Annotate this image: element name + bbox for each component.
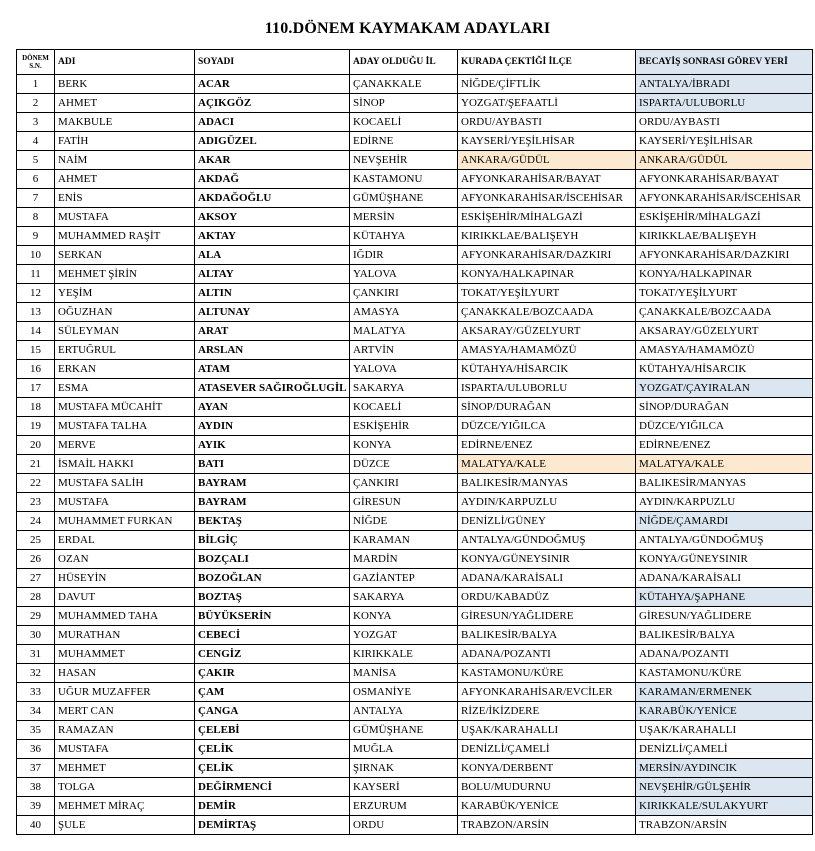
- table-row: [17, 778, 813, 797]
- cell-soyadi: ACAR: [195, 75, 350, 94]
- cell-ilce: EDİRNE/ENEZ: [458, 436, 636, 455]
- cell-il: NEVŞEHİR: [350, 151, 458, 170]
- cell-gorev: ISPARTA/ULUBORLU: [636, 94, 813, 113]
- cell-soyadi: BEKTAŞ: [195, 512, 350, 531]
- cell-gorev: SİNOP/DURAĞAN: [636, 398, 813, 417]
- cell-il: EDİRNE: [350, 132, 458, 151]
- cell-ilce: ÇANAKKALE/BOZCAADA: [458, 303, 636, 322]
- table-row: [17, 474, 813, 493]
- header-ilce: KURADA ÇEKTİĞİ İLÇE: [458, 50, 636, 75]
- cell-adi: RAMAZAN: [55, 721, 195, 740]
- cell-sn: 33: [17, 683, 55, 702]
- cell-adi: OZAN: [55, 550, 195, 569]
- table-row: [17, 588, 813, 607]
- cell-gorev: AKSARAY/GÜZELYURT: [636, 322, 813, 341]
- cell-gorev: DÜZCE/YIĞILCA: [636, 417, 813, 436]
- cell-gorev: NEVŞEHİR/GÜLŞEHİR: [636, 778, 813, 797]
- cell-soyadi: ALTIN: [195, 284, 350, 303]
- cell-ilce: ANTALYA/GÜNDOĞMUŞ: [458, 531, 636, 550]
- cell-ilce: BOLU/MUDURNU: [458, 778, 636, 797]
- cell-adi: MERVE: [55, 436, 195, 455]
- cell-ilce: KAYSERİ/YEŞİLHİSAR: [458, 132, 636, 151]
- cell-soyadi: CEBECİ: [195, 626, 350, 645]
- table-row: [17, 759, 813, 778]
- cell-il: KIRIKKALE: [350, 645, 458, 664]
- header-gorev: BECAYİŞ SONRASI GÖREV YERİ: [636, 50, 813, 75]
- cell-ilce: KONYA/GÜNEYSINIR: [458, 550, 636, 569]
- table-row: [17, 151, 813, 170]
- cell-il: MALATYA: [350, 322, 458, 341]
- table-row: [17, 189, 813, 208]
- cell-sn: 28: [17, 588, 55, 607]
- table-row: [17, 664, 813, 683]
- cell-gorev: TRABZON/ARSİN: [636, 816, 813, 835]
- cell-sn: 18: [17, 398, 55, 417]
- table-row: [17, 398, 813, 417]
- cell-soyadi: ÇAKIR: [195, 664, 350, 683]
- cell-il: KARAMAN: [350, 531, 458, 550]
- cell-ilce: DENİZLİ/GÜNEY: [458, 512, 636, 531]
- cell-il: NİĞDE: [350, 512, 458, 531]
- table-row: [17, 265, 813, 284]
- cell-gorev: KAYSERİ/YEŞİLHİSAR: [636, 132, 813, 151]
- cell-il: YALOVA: [350, 265, 458, 284]
- cell-gorev: BALIKESİR/MANYAS: [636, 474, 813, 493]
- cell-adi: MUSTAFA SALİH: [55, 474, 195, 493]
- cell-il: GAZİANTEP: [350, 569, 458, 588]
- header-sn: [17, 50, 55, 75]
- cell-adi: YEŞİM: [55, 284, 195, 303]
- table-row: [17, 246, 813, 265]
- cell-il: ORDU: [350, 816, 458, 835]
- table-row: [17, 797, 813, 816]
- cell-gorev: ANKARA/GÜDÜL: [636, 151, 813, 170]
- cell-soyadi: AKSOY: [195, 208, 350, 227]
- header-sn-line1: DÖNEM: [22, 54, 49, 62]
- cell-gorev: KONYA/HALKAPINAR: [636, 265, 813, 284]
- cell-soyadi: AÇIKGÖZ: [195, 94, 350, 113]
- cell-adi: ERTUĞRUL: [55, 341, 195, 360]
- cell-adi: HASAN: [55, 664, 195, 683]
- cell-sn: 8: [17, 208, 55, 227]
- cell-il: MERSİN: [350, 208, 458, 227]
- cell-gorev: ANTALYA/GÜNDOĞMUŞ: [636, 531, 813, 550]
- table-row: [17, 284, 813, 303]
- cell-soyadi: BATI: [195, 455, 350, 474]
- table-row: [17, 455, 813, 474]
- cell-il: MUĞLA: [350, 740, 458, 759]
- cell-ilce: BALIKESİR/BALYA: [458, 626, 636, 645]
- table-row: [17, 531, 813, 550]
- cell-ilce: KIRIKKLAE/BALIŞEYH: [458, 227, 636, 246]
- cell-sn: 35: [17, 721, 55, 740]
- cell-soyadi: AKDAĞOĞLU: [195, 189, 350, 208]
- cell-sn: 10: [17, 246, 55, 265]
- cell-sn: 17: [17, 379, 55, 398]
- cell-sn: 3: [17, 113, 55, 132]
- cell-soyadi: ÇANGA: [195, 702, 350, 721]
- cell-ilce: ORDU/KABADÜZ: [458, 588, 636, 607]
- table-row: [17, 512, 813, 531]
- cell-sn: 20: [17, 436, 55, 455]
- cell-gorev: KIRIKKALE/SULAKYURT: [636, 797, 813, 816]
- cell-ilce: KARABÜK/YENİCE: [458, 797, 636, 816]
- cell-soyadi: ADACI: [195, 113, 350, 132]
- header-sn-line2: S.N.: [29, 62, 42, 70]
- cell-adi: MUSTAFA TALHA: [55, 417, 195, 436]
- candidates-table: [16, 49, 813, 835]
- header-adi: ADI: [55, 50, 195, 75]
- table-row: [17, 607, 813, 626]
- cell-ilce: TOKAT/YEŞİLYURT: [458, 284, 636, 303]
- table-row: [17, 322, 813, 341]
- table-row: [17, 740, 813, 759]
- cell-adi: MUHAMMET: [55, 645, 195, 664]
- cell-adi: AHMET: [55, 94, 195, 113]
- cell-ilce: KÜTAHYA/HİSARCIK: [458, 360, 636, 379]
- cell-ilce: YOZGAT/ŞEFAATLİ: [458, 94, 636, 113]
- cell-adi: ENİS: [55, 189, 195, 208]
- cell-sn: 7: [17, 189, 55, 208]
- cell-ilce: KASTAMONU/KÜRE: [458, 664, 636, 683]
- cell-il: ŞIRNAK: [350, 759, 458, 778]
- header-il: ADAY OLDUĞU İL: [350, 50, 458, 75]
- cell-soyadi: ÇELİK: [195, 759, 350, 778]
- cell-sn: 5: [17, 151, 55, 170]
- cell-adi: İSMAİL HAKKI: [55, 455, 195, 474]
- cell-gorev: ÇANAKKALE/BOZCAADA: [636, 303, 813, 322]
- cell-adi: ŞULE: [55, 816, 195, 835]
- cell-il: ÇANKIRI: [350, 284, 458, 303]
- table-row: [17, 645, 813, 664]
- cell-il: ERZURUM: [350, 797, 458, 816]
- table-row: [17, 170, 813, 189]
- cell-ilce: ESKİŞEHİR/MİHALGAZİ: [458, 208, 636, 227]
- cell-ilce: RİZE/İKİZDERE: [458, 702, 636, 721]
- cell-sn: 23: [17, 493, 55, 512]
- cell-gorev: GİRESUN/YAĞLIDERE: [636, 607, 813, 626]
- cell-ilce: ISPARTA/ULUBORLU: [458, 379, 636, 398]
- cell-adi: MUHAMMED RAŞİT: [55, 227, 195, 246]
- cell-sn: 22: [17, 474, 55, 493]
- cell-adi: MEHMET MİRAÇ: [55, 797, 195, 816]
- cell-ilce: AFYONKARAHİSAR/İSCEHİSAR: [458, 189, 636, 208]
- cell-gorev: BALIKESİR/BALYA: [636, 626, 813, 645]
- cell-il: KONYA: [350, 436, 458, 455]
- cell-adi: SÜLEYMAN: [55, 322, 195, 341]
- cell-sn: 27: [17, 569, 55, 588]
- cell-ilce: KONYA/DERBENT: [458, 759, 636, 778]
- cell-il: SAKARYA: [350, 588, 458, 607]
- cell-soyadi: AKDAĞ: [195, 170, 350, 189]
- cell-soyadi: ADIGÜZEL: [195, 132, 350, 151]
- table-row: [17, 493, 813, 512]
- cell-il: GÜMÜŞHANE: [350, 721, 458, 740]
- cell-soyadi: AKAR: [195, 151, 350, 170]
- cell-il: ÇANKIRI: [350, 474, 458, 493]
- cell-sn: 14: [17, 322, 55, 341]
- cell-il: ARTVİN: [350, 341, 458, 360]
- cell-sn: 26: [17, 550, 55, 569]
- cell-soyadi: ATASEVER SAĞIROĞLUGİL: [195, 379, 350, 398]
- cell-il: DÜZCE: [350, 455, 458, 474]
- cell-sn: 16: [17, 360, 55, 379]
- cell-ilce: NİĞDE/ÇİFTLİK: [458, 75, 636, 94]
- table-row: [17, 816, 813, 835]
- cell-soyadi: AYDIN: [195, 417, 350, 436]
- cell-sn: 4: [17, 132, 55, 151]
- cell-gorev: KASTAMONU/KÜRE: [636, 664, 813, 683]
- table-row: [17, 94, 813, 113]
- cell-ilce: ADANA/KARAİSALI: [458, 569, 636, 588]
- cell-ilce: DÜZCE/YIĞILCA: [458, 417, 636, 436]
- cell-soyadi: ÇAM: [195, 683, 350, 702]
- cell-sn: 31: [17, 645, 55, 664]
- cell-soyadi: AYIK: [195, 436, 350, 455]
- cell-adi: AHMET: [55, 170, 195, 189]
- cell-adi: FATİH: [55, 132, 195, 151]
- cell-sn: 25: [17, 531, 55, 550]
- cell-adi: MAKBULE: [55, 113, 195, 132]
- cell-il: KAYSERİ: [350, 778, 458, 797]
- cell-adi: MEHMET: [55, 759, 195, 778]
- cell-il: GÜMÜŞHANE: [350, 189, 458, 208]
- cell-adi: TOLGA: [55, 778, 195, 797]
- cell-sn: 12: [17, 284, 55, 303]
- cell-sn: 34: [17, 702, 55, 721]
- table-row: [17, 208, 813, 227]
- cell-gorev: KARABÜK/YENİCE: [636, 702, 813, 721]
- cell-il: YOZGAT: [350, 626, 458, 645]
- table-header-row: [17, 50, 813, 75]
- cell-sn: 21: [17, 455, 55, 474]
- cell-ilce: GİRESUN/YAĞLIDERE: [458, 607, 636, 626]
- cell-gorev: AYDIN/KARPUZLU: [636, 493, 813, 512]
- table-row: [17, 702, 813, 721]
- cell-soyadi: BOZOĞLAN: [195, 569, 350, 588]
- cell-adi: ERKAN: [55, 360, 195, 379]
- cell-adi: BERK: [55, 75, 195, 94]
- table-row: [17, 227, 813, 246]
- cell-gorev: AFYONKARAHİSAR/DAZKIRI: [636, 246, 813, 265]
- cell-gorev: MERSİN/AYDINCIK: [636, 759, 813, 778]
- cell-ilce: AMASYA/HAMAMÖZÜ: [458, 341, 636, 360]
- cell-gorev: NİĞDE/ÇAMARDI: [636, 512, 813, 531]
- cell-soyadi: ATAM: [195, 360, 350, 379]
- cell-sn: 40: [17, 816, 55, 835]
- cell-soyadi: BOZTAŞ: [195, 588, 350, 607]
- cell-sn: 39: [17, 797, 55, 816]
- page-title: 110.DÖNEM KAYMAKAM ADAYLARI: [264, 20, 551, 37]
- cell-il: KOCAELİ: [350, 398, 458, 417]
- cell-sn: 36: [17, 740, 55, 759]
- cell-sn: 37: [17, 759, 55, 778]
- cell-il: SAKARYA: [350, 379, 458, 398]
- table-row: [17, 379, 813, 398]
- cell-adi: MERT CAN: [55, 702, 195, 721]
- cell-adi: MUSTAFA MÜCAHİT: [55, 398, 195, 417]
- cell-adi: DAVUT: [55, 588, 195, 607]
- cell-ilce: KONYA/HALKAPINAR: [458, 265, 636, 284]
- cell-sn: 19: [17, 417, 55, 436]
- cell-il: KÜTAHYA: [350, 227, 458, 246]
- cell-adi: UĞUR MUZAFFER: [55, 683, 195, 702]
- cell-soyadi: BAYRAM: [195, 493, 350, 512]
- table-row: [17, 132, 813, 151]
- cell-ilce: MALATYA/KALE: [458, 455, 636, 474]
- cell-soyadi: DEMİRTAŞ: [195, 816, 350, 835]
- cell-adi: MURATHAN: [55, 626, 195, 645]
- cell-ilce: ORDU/AYBASTI: [458, 113, 636, 132]
- cell-sn: 2: [17, 94, 55, 113]
- cell-il: IĞDIR: [350, 246, 458, 265]
- cell-adi: ESMA: [55, 379, 195, 398]
- cell-soyadi: DEĞİRMENCİ: [195, 778, 350, 797]
- cell-gorev: KONYA/GÜNEYSINIR: [636, 550, 813, 569]
- table-row: [17, 113, 813, 132]
- cell-gorev: YOZGAT/ÇAYIRALAN: [636, 379, 813, 398]
- cell-il: SİNOP: [350, 94, 458, 113]
- cell-ilce: AKSARAY/GÜZELYURT: [458, 322, 636, 341]
- cell-gorev: AFYONKARAHİSAR/İSCEHİSAR: [636, 189, 813, 208]
- cell-il: AMASYA: [350, 303, 458, 322]
- cell-gorev: ORDU/AYBASTI: [636, 113, 813, 132]
- table-row: [17, 721, 813, 740]
- header-soyadi: SOYADI: [195, 50, 350, 75]
- cell-adi: MEHMET ŞİRİN: [55, 265, 195, 284]
- cell-ilce: ANKARA/GÜDÜL: [458, 151, 636, 170]
- cell-soyadi: ARSLAN: [195, 341, 350, 360]
- cell-adi: ERDAL: [55, 531, 195, 550]
- cell-adi: OĞUZHAN: [55, 303, 195, 322]
- cell-soyadi: ALTUNAY: [195, 303, 350, 322]
- table-row: [17, 436, 813, 455]
- cell-sn: 29: [17, 607, 55, 626]
- cell-il: KOCAELİ: [350, 113, 458, 132]
- cell-ilce: AFYONKARAHİSAR/BAYAT: [458, 170, 636, 189]
- cell-soyadi: ÇELEBİ: [195, 721, 350, 740]
- table-row: [17, 569, 813, 588]
- cell-soyadi: AKTAY: [195, 227, 350, 246]
- cell-soyadi: BAYRAM: [195, 474, 350, 493]
- cell-sn: 38: [17, 778, 55, 797]
- cell-il: MANİSA: [350, 664, 458, 683]
- table-row: [17, 683, 813, 702]
- cell-soyadi: ALTAY: [195, 265, 350, 284]
- table-row: [17, 341, 813, 360]
- table-row: [17, 360, 813, 379]
- cell-sn: 1: [17, 75, 55, 94]
- table-row: [17, 303, 813, 322]
- table-row: [17, 417, 813, 436]
- cell-sn: 9: [17, 227, 55, 246]
- cell-il: KONYA: [350, 607, 458, 626]
- cell-il: ANTALYA: [350, 702, 458, 721]
- cell-sn: 11: [17, 265, 55, 284]
- cell-sn: 15: [17, 341, 55, 360]
- cell-il: OSMANİYE: [350, 683, 458, 702]
- table-row: [17, 75, 813, 94]
- cell-soyadi: AYAN: [195, 398, 350, 417]
- cell-sn: 32: [17, 664, 55, 683]
- cell-gorev: ESKİŞEHİR/MİHALGAZİ: [636, 208, 813, 227]
- cell-adi: HÜSEYİN: [55, 569, 195, 588]
- cell-adi: MUHAMMED TAHA: [55, 607, 195, 626]
- cell-il: ÇANAKKALE: [350, 75, 458, 94]
- cell-sn: 24: [17, 512, 55, 531]
- cell-ilce: DENİZLİ/ÇAMELİ: [458, 740, 636, 759]
- table-row: [17, 626, 813, 645]
- cell-gorev: ADANA/POZANTI: [636, 645, 813, 664]
- cell-adi: NAİM: [55, 151, 195, 170]
- cell-soyadi: DEMİR: [195, 797, 350, 816]
- cell-ilce: UŞAK/KARAHALLI: [458, 721, 636, 740]
- cell-ilce: SİNOP/DURAĞAN: [458, 398, 636, 417]
- cell-il: MARDİN: [350, 550, 458, 569]
- cell-soyadi: BİLGİÇ: [195, 531, 350, 550]
- cell-il: ESKİŞEHİR: [350, 417, 458, 436]
- cell-il: GİRESUN: [350, 493, 458, 512]
- cell-gorev: UŞAK/KARAHALLI: [636, 721, 813, 740]
- cell-gorev: MALATYA/KALE: [636, 455, 813, 474]
- cell-adi: MUSTAFA: [55, 208, 195, 227]
- cell-gorev: KIRIKKLAE/BALIŞEYH: [636, 227, 813, 246]
- cell-gorev: TOKAT/YEŞİLYURT: [636, 284, 813, 303]
- cell-gorev: AFYONKARAHİSAR/BAYAT: [636, 170, 813, 189]
- cell-gorev: AMASYA/HAMAMÖZÜ: [636, 341, 813, 360]
- cell-gorev: ANTALYA/İBRADI: [636, 75, 813, 94]
- cell-adi: MUSTAFA: [55, 740, 195, 759]
- cell-adi: SERKAN: [55, 246, 195, 265]
- cell-ilce: BALIKESİR/MANYAS: [458, 474, 636, 493]
- cell-gorev: ADANA/KARAİSALI: [636, 569, 813, 588]
- cell-ilce: AFYONKARAHİSAR/EVCİLER: [458, 683, 636, 702]
- cell-soyadi: BÜYÜKSERİN: [195, 607, 350, 626]
- cell-ilce: ADANA/POZANTI: [458, 645, 636, 664]
- cell-ilce: AYDIN/KARPUZLU: [458, 493, 636, 512]
- cell-sn: 30: [17, 626, 55, 645]
- cell-il: YALOVA: [350, 360, 458, 379]
- cell-adi: MUHAMMET FURKAN: [55, 512, 195, 531]
- table-body: [17, 75, 813, 835]
- cell-sn: 13: [17, 303, 55, 322]
- cell-soyadi: BOZÇALI: [195, 550, 350, 569]
- cell-gorev: KÜTAHYA/ŞAPHANE: [636, 588, 813, 607]
- cell-ilce: TRABZON/ARSİN: [458, 816, 636, 835]
- cell-gorev: EDİRNE/ENEZ: [636, 436, 813, 455]
- cell-gorev: KÜTAHYA/HİSARCIK: [636, 360, 813, 379]
- cell-soyadi: ÇELİK: [195, 740, 350, 759]
- table-row: [17, 550, 813, 569]
- cell-soyadi: ARAT: [195, 322, 350, 341]
- cell-ilce: AFYONKARAHİSAR/DAZKIRI: [458, 246, 636, 265]
- cell-il: KASTAMONU: [350, 170, 458, 189]
- cell-adi: MUSTAFA: [55, 493, 195, 512]
- cell-sn: 6: [17, 170, 55, 189]
- cell-soyadi: ALA: [195, 246, 350, 265]
- cell-gorev: DENİZLİ/ÇAMELİ: [636, 740, 813, 759]
- cell-soyadi: CENGİZ: [195, 645, 350, 664]
- cell-gorev: KARAMAN/ERMENEK: [636, 683, 813, 702]
